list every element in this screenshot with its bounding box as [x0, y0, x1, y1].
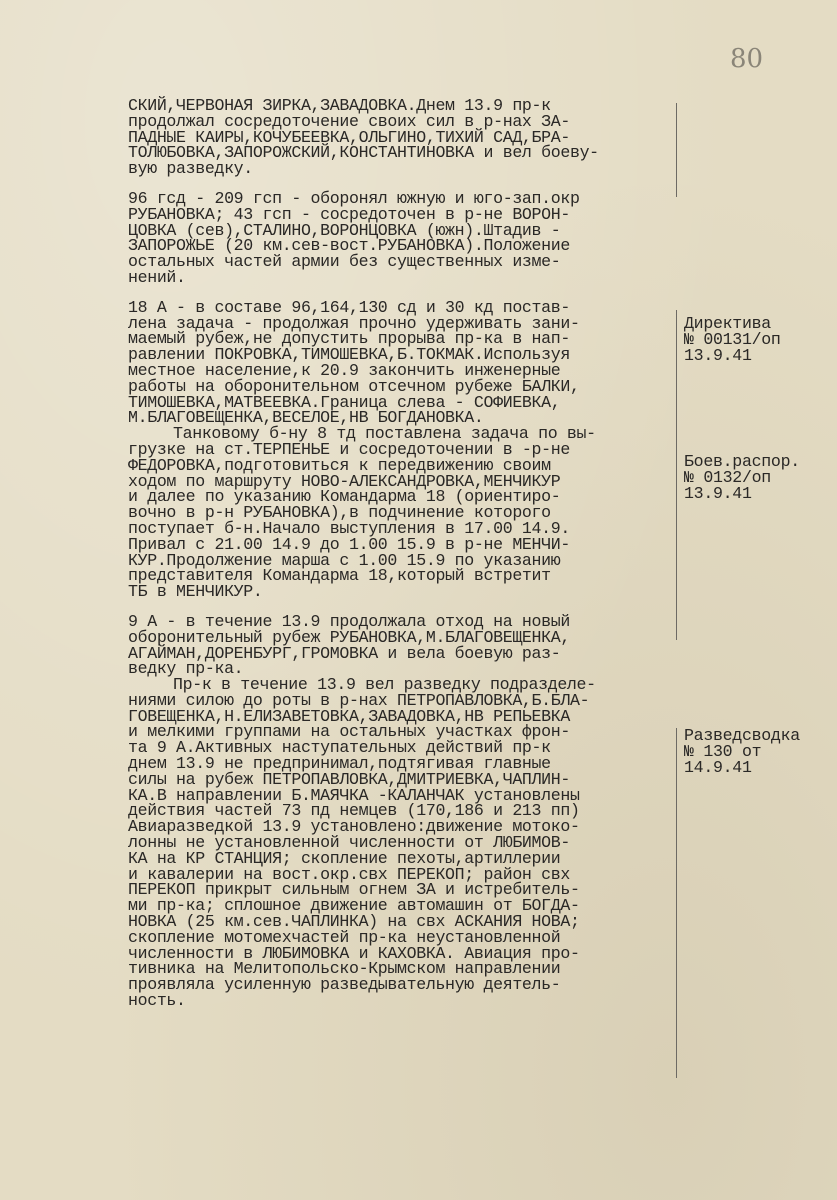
note-line: Разведсводка: [684, 726, 800, 745]
text-line: 9 А - в течение 13.9 продолжала отход на новый: [128, 611, 570, 631]
text-line: вочно в р-н РУБАНОВКА),в подчинение которого: [128, 503, 551, 523]
text-line: лонны не установленной численности от ЛЮБИМОВ-: [128, 833, 570, 853]
text-line: ЗАПОРОЖЬЕ (20 км.сев-вост.РУБАНОВКА).Положение: [128, 236, 570, 256]
text-line: ТБ в МЕНЧИКУР.: [128, 582, 263, 602]
paragraph-18-army: [128, 297, 676, 428]
text-line: работы на оборонительном отсечном рубеже БАЛКИ,: [128, 376, 580, 396]
text-line: ми пр-ка; сплошное движение автомашин от БОГДА-: [128, 896, 580, 916]
margin-note-intelligence-report: [684, 728, 834, 775]
text-line: ГОВЕЩЕНКА,Н.ЕЛИЗАВЕТОВКА,ЗАВАДОВКА,НВ РЕПЬЕВКА: [128, 706, 570, 726]
text-line: ПЕРЕКОП прикрыт сильным огнем ЗА и истребитель-: [128, 880, 580, 900]
text-line: вую разведку.: [128, 159, 253, 179]
text-line: 18 А - в составе 96,164,130 сд и 30 кд постав-: [128, 297, 570, 317]
text-line: продолжал сосредоточение своих сил в р-нах ЗА-: [128, 111, 570, 131]
note-line: 13.9.41: [684, 483, 752, 503]
text-line: действия частей 73 пд немцев (170,186 и 213 пп): [128, 801, 580, 821]
text-line: днем 13.9 не предпринимал,подтягивая главные: [128, 754, 551, 774]
paragraph-continuation: [128, 98, 676, 177]
text-line: представителя Командарма 18,который встретит: [128, 566, 551, 586]
text-line: ниями силою до роты в р-нах ПЕТРОПАВЛОВКА,Б.БЛА-: [128, 690, 590, 710]
text-line: скопление мотомехчастей пр-ка неустановленной: [128, 927, 561, 947]
text-line: лена задача - продолжая прочно удерживать зани-: [128, 313, 580, 333]
text-line: грузке на ст.ТЕРПЕНЬЕ и сосредоточении в -р-не: [128, 439, 570, 459]
text-line: остальных частей армии без существенных изме-: [128, 252, 561, 272]
margin-note-directive: [684, 316, 834, 363]
note-line: Директива: [684, 314, 771, 333]
text-line: проявляла усиленную разведывательную деятель-: [128, 975, 561, 995]
text-line: РУБАНОВКА; 43 гсп - сосредоточен в р-не ВОРОН-: [128, 204, 570, 224]
margin-rule-2: [676, 310, 677, 640]
note-line: Боев.распор.: [684, 452, 800, 471]
text-line: нений.: [128, 267, 186, 287]
text-line: ведку пр-ка.: [128, 659, 244, 679]
text-line: ходом по маршруту НОВО-АЛЕКСАНДРОВКА,МЕНЧИКУР: [128, 471, 561, 491]
text-line: оборонительный рубеж РУБАНОВКА,М.БЛАГОВЕЩЕНКА,: [128, 627, 570, 647]
text-line: и мелкими группами на остальных участках фрон-: [128, 722, 570, 742]
text-line: НОВКА (25 км.сев.ЧАПЛИНКА) на свх АСКАНИЯ НОВА;: [128, 912, 580, 932]
text-line: КА на КР СТАНЦИЯ; скопление пехоты,артиллерии: [128, 848, 561, 868]
page-number: 80: [730, 44, 764, 74]
text-line: и кавалерии на вост.окр.свх ПЕРЕКОП; район свх: [128, 864, 570, 884]
paragraph-96-gsd: [128, 188, 676, 287]
text-line: Авиаразведкой 13.9 установлено:движение мотоко-: [128, 817, 580, 837]
paragraph-tank-battalion: [128, 426, 676, 600]
text-line: численности в ЛЮБИМОВКА и КАХОВКА. Авиация про-: [128, 943, 580, 963]
note-line: № 130 от: [684, 741, 762, 761]
margin-rule-3: [676, 728, 677, 1078]
note-line: № 00131/оп: [684, 329, 781, 349]
paragraph-9-army: [128, 611, 676, 679]
text-line: КА.В направлении Б.МАЯЧКА -КАЛАНЧАК установлены: [128, 785, 580, 805]
note-line: № 0132/оп: [684, 467, 771, 487]
text-line: СКИЙ,ЧЕРВОНАЯ ЗИРКА,ЗАВАДОВКА.Днем 13.9 пр-к: [128, 96, 551, 115]
text-line: та 9 А.Активных наступательных действий пр-к: [128, 738, 551, 758]
text-line: равлении ПОКРОВКА,ТИМОШЕВКА,Б.ТОКМАК.Используя: [128, 345, 570, 365]
text-line: М.БЛАГОВЕЩЕНКА,ВЕСЕЛОЕ,НВ БОГДАНОВКА.: [128, 408, 484, 428]
text-line: Танковому б-ну 8 тд поставлена задача по вы-: [173, 424, 596, 444]
text-line: ПАДНЫЕ КАИРЫ,КОЧУБЕЕВКА,ОЛЬГИНО,ТИХИЙ САД,БРА-: [128, 127, 570, 147]
paragraph-enemy-activity: [128, 677, 676, 1009]
text-line: местное население,к 20.9 закончить инженерные: [128, 360, 561, 380]
text-line: ФЕДОРОВКА,подготовиться к передвижению своим: [128, 455, 551, 475]
text-line: 96 гсд - 209 гсп - оборонял южную и юго-зап.окр: [128, 188, 580, 208]
text-line: поступает б-н.Начало выступления в 17.00 14.9.: [128, 518, 570, 538]
note-line: 14.9.41: [684, 757, 752, 777]
text-line: силы на рубеж ПЕТРОПАВЛОВКА,ДМИТРИЕВКА,ЧАПЛИН-: [128, 769, 570, 789]
main-text: [128, 98, 676, 1009]
text-line: КУР.Продолжение марша с 1.00 15.9 по указанию: [128, 550, 561, 570]
text-line: и далее по указанию Командарма 18 (ориентиро-: [128, 487, 561, 507]
margin-note-combat-order: [684, 454, 834, 501]
text-line: ность.: [128, 991, 186, 1011]
text-line: ЦОВКА (сев),СТАЛИНО,ВОРОНЦОВКА (южн).Штадив -: [128, 220, 561, 240]
text-line: ТИМОШЕВКА,МАТВЕЕВКА.Граница слева - СОФИЕВКА,: [128, 392, 561, 412]
text-line: Привал с 21.00 14.9 до 1.00 15.9 в р-не МЕНЧИ-: [128, 534, 570, 554]
margin-rule-1: [676, 103, 677, 197]
text-line: тивника на Мелитопольско-Крымском направлении: [128, 959, 561, 979]
text-line: Пр-к в течение 13.9 вел разведку подразделе-: [173, 675, 596, 695]
text-line: ТОЛЮБОВКА,ЗАПОРОЖСКИЙ,КОНСТАНТИНОВКА и вел боеву-: [128, 143, 599, 163]
text-line: АГАЙМАН,ДОРЕНБУРГ,ГРОМОВКА и вела боевую раз-: [128, 643, 561, 663]
note-line: 13.9.41: [684, 345, 752, 365]
text-line: маемый рубеж,не допустить прорыва пр-ка в нап-: [128, 329, 570, 349]
